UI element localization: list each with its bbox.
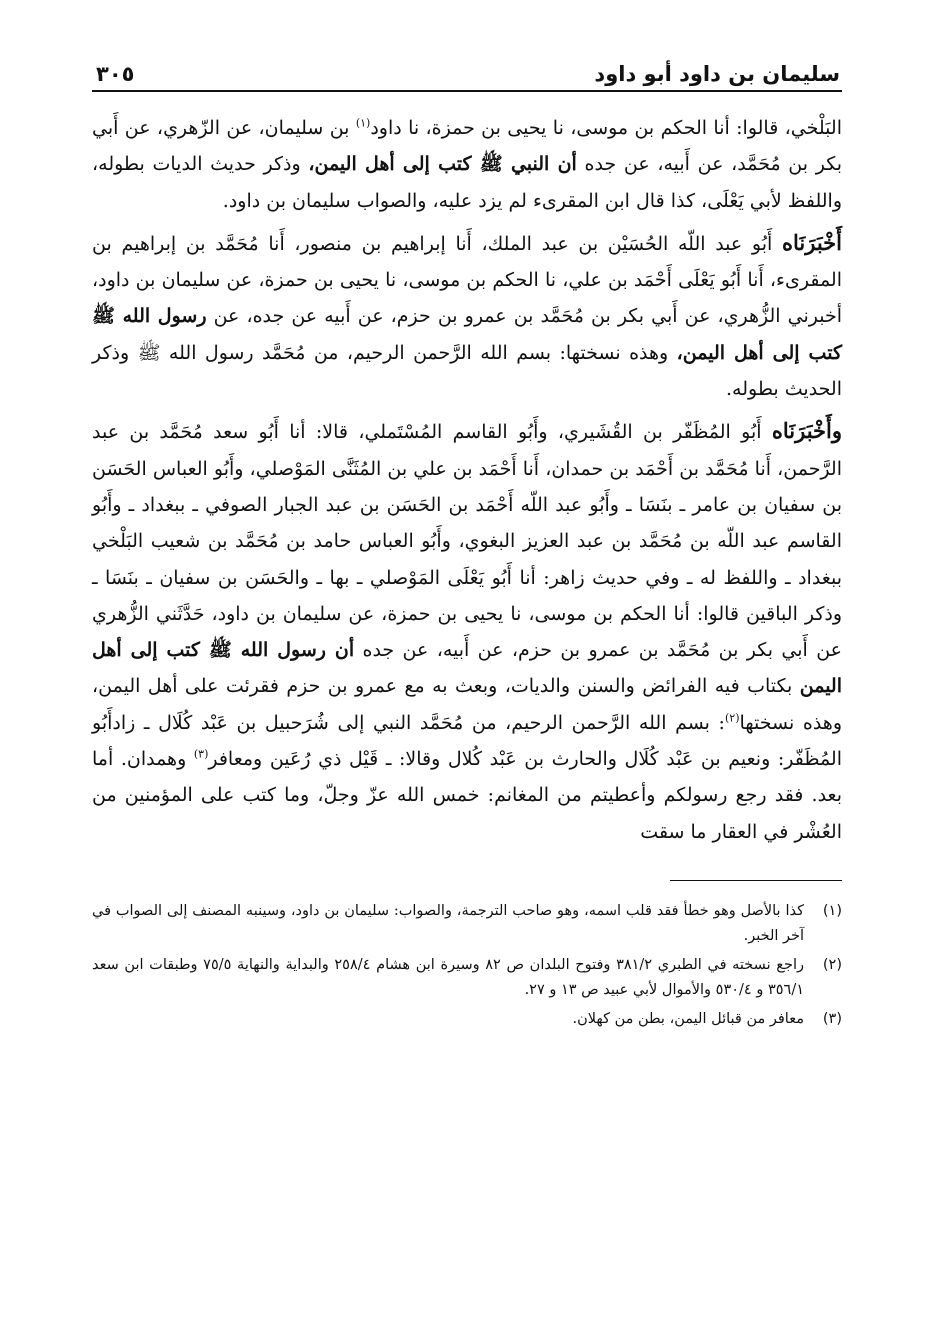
book-page bbox=[92, 52, 842, 1036]
footnote-item bbox=[92, 953, 842, 1003]
footnote-text: كذا بالأصل وهو خطأ فقد قلب اسمه، وهو صاحب الترجمة، والصواب: سليمان بن داود، وسينبه المصنف إلى الصواب في آخر الخبر. bbox=[92, 902, 804, 944]
page-header bbox=[92, 52, 842, 92]
text-run: وهذه نسختها: بسم الله الرَّحمن الرحيم، من مُحَمَّد رسول الله ﷺ وذكر الحديث بطوله. bbox=[92, 341, 842, 401]
footnote-item bbox=[92, 1007, 842, 1032]
footnote-text: معافر من قبائل اليمن، بطن من كهلان. bbox=[572, 1010, 804, 1027]
running-title: سليمان بن داود أبو داود bbox=[594, 62, 840, 86]
text-run: بكتاب فيه الفرائض والسنن والديات، وبعث به مع عمرو بن حزم فقرئت على أهل اليمن، وهذه نسختها bbox=[92, 675, 842, 734]
paragraph-lead-word: وأَخْبَرَنَاه bbox=[771, 418, 842, 444]
footnote-number: (١) bbox=[822, 902, 842, 919]
footnote-reference: (٢) bbox=[724, 711, 740, 725]
bold-phrase: أن النبي ﷺ كتب إلى أهل اليمن، bbox=[308, 153, 577, 176]
footnotes bbox=[92, 899, 842, 1032]
paragraph bbox=[92, 413, 842, 850]
text-run: أَبُو عبد اللّه الحُسَيْن بن عبد الملك، أَنا إبراهيم بن منصور، أَنا مُحَمَّد بن إبراهيم بن المقرىء، أَنا أَبُو يَعْلَى أَحْمَد بن علي، نا الحكم بن موسى، نا يحيى بن حمزة، عن سليمان بن داود، أخبرني الزُّهري، عن أَبي بكر بن مُحَمَّد بن عمرو بن حزم، عن أَبيه عن جده، عن bbox=[92, 232, 842, 328]
text-run: : بسم الله الرَّحمن الرحيم، من مُحَمَّد النبي إلى شُرَحبيل بن عَبْد كُلَال ـ زادأَبُو المُظَفّر: ونعيم بن عَبْد كُلَال والحارث بن عَبْد كُلال وقالا: ـ قَيْل ذي رُعَين ومعافر bbox=[92, 711, 842, 771]
bold-phrase: أن رسول الله ﷺ كتب إلى أهل اليمن bbox=[92, 639, 842, 698]
text-run: وذكر حديث الديات بطوله، واللفظ لأبي يَعْلَى، كذا قال ابن المقرىء لم يزد عليه، والصواب سليمان بن داود. bbox=[92, 153, 842, 212]
main-text bbox=[92, 110, 842, 850]
footnote-number: (٣) bbox=[822, 1010, 842, 1027]
footnote-reference: (١) bbox=[355, 116, 371, 130]
text-run: أَبُو المُظَفّر بن القُشَيري، وأَبُو القاسم المُسْتَملي، قالا: أنا أَبُو سعد مُحَمَّد بن عبد الرَّحمن، أَنا مُحَمَّد بن أَحْمَد بن حمدان، أَنا أَحْمَد بن علي بن المُثَنَّى المَوْصلي، وأَبُو العباس الحَسَن بن سفيان بن عامر ـ بنَسَا ـ وأَبُو عبد اللّه أَحْمَد بن الحَسَن بن عبد الجبار الصوفي ـ ببغداد ـ وأَبُو القاسم عبد اللّه بن مُحَمَّد بن عبد العزيز البغوي، وأَبُو العباس حامد بن مُحَمَّد بن شعيب البَلْخي ببغداد ـ واللفظ له ـ وفي حديث زاهر: أنا أَبُو يَعْلَى المَوْصلي ـ بها ـ والحَسَن بن سفيان ـ بنَسَا ـ وذكر الباقين قالوا: أنا الحكم بن موسى، نا يحيى بن حمزة، عن سليمان بن داود، حَدَّثَني الزُّهري عن أَبي بكر بن مُحَمَّد بن عمرو بن حزم، عن أَبيه، عن جده bbox=[92, 421, 842, 662]
text-run: البَلْخي، قالوا: أنا الحكم بن موسى، نا يحيى بن حمزة، نا داود bbox=[370, 117, 842, 139]
text-run: بن سليمان، عن الزّهري، عن أَبي بكر بن مُحَمَّد، عن أَبيه، عن جده bbox=[92, 117, 843, 176]
footnote-item bbox=[92, 899, 842, 949]
footnote-divider bbox=[670, 880, 842, 881]
footnote-reference: (٣) bbox=[193, 747, 209, 761]
paragraph bbox=[92, 110, 842, 219]
paragraph-lead-word: أَخْبَرَنَاه bbox=[782, 229, 842, 255]
page-number: ٣٠٥ bbox=[96, 62, 135, 86]
bold-phrase: رسول الله ﷺ كتب إلى أهل اليمن، bbox=[92, 305, 842, 364]
paragraph bbox=[92, 225, 842, 407]
text-run: وهمدان. أما بعد. فقد رجع رسولكم وأعطيتم من المغانم: خمس الله عزّ وجلّ، وما كتب على المؤمنين من العُشْر في العقار ما سقت bbox=[92, 748, 842, 843]
footnote-text: راجع نسخته في الطبري ٣٨١/٢ وفتوح البلدان ص ٨٢ وسيرة ابن هشام ٢٥٨/٤ والبداية والنهاية ٧٥/٥ وطبقات ابن سعد ٣٥٦/١ و ٥٣٠/٤ والأموال لأبي عبيد ص ١٣ و ٢٧. bbox=[92, 956, 805, 998]
footnote-number: (٢) bbox=[822, 956, 842, 973]
